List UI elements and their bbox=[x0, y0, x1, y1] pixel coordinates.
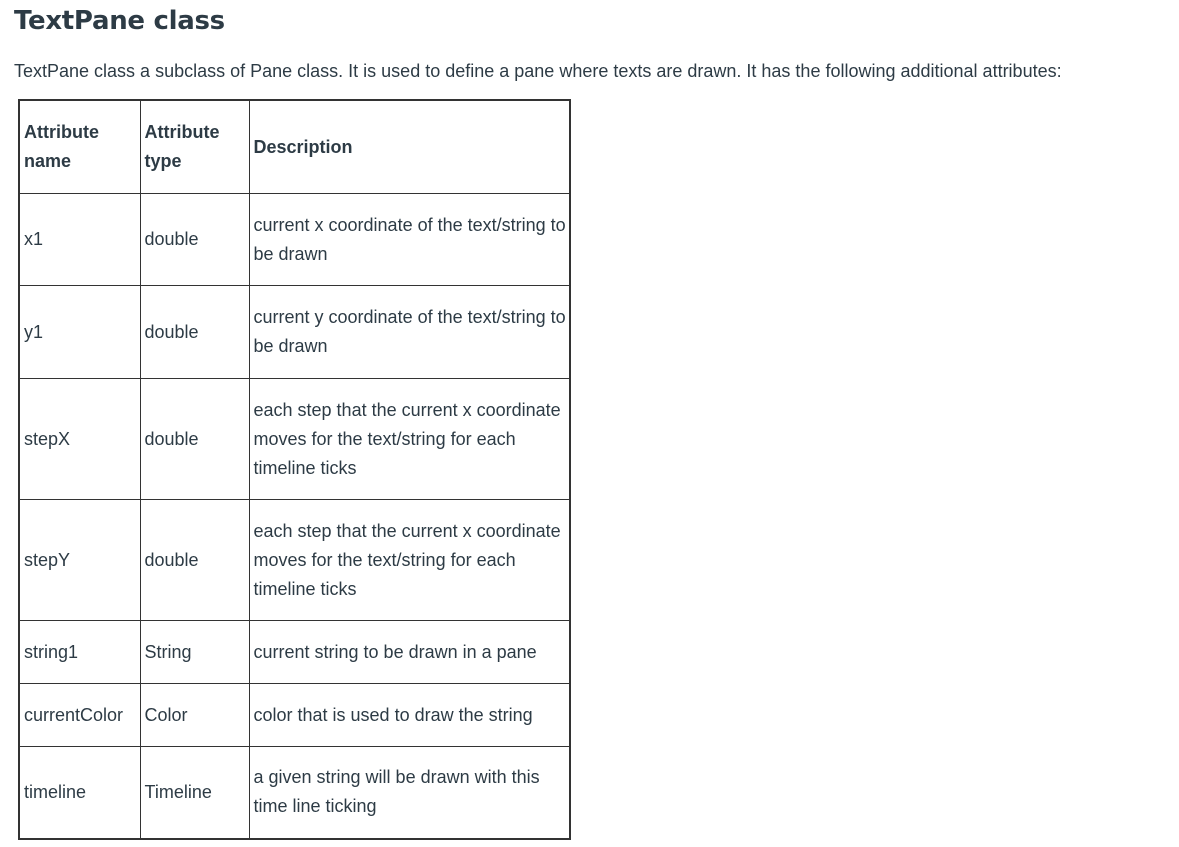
table-row bbox=[19, 194, 570, 286]
cell-description: current x coordinate of the text/string to be drawn bbox=[249, 194, 570, 286]
cell-attribute-name: timeline bbox=[19, 747, 140, 839]
table-row bbox=[19, 684, 570, 747]
cell-attribute-type: String bbox=[140, 621, 249, 684]
cell-attribute-name: y1 bbox=[19, 286, 140, 379]
cell-description: each step that the current x coordinate moves for the text/string for each timeline ticks bbox=[249, 500, 570, 621]
cell-attribute-type: double bbox=[140, 379, 249, 500]
cell-attribute-name: stepY bbox=[19, 500, 140, 621]
header-attribute-name: Attribute name bbox=[19, 100, 140, 194]
table-row bbox=[19, 500, 570, 621]
page-title: TextPane class bbox=[14, 6, 225, 36]
cell-attribute-name: x1 bbox=[19, 194, 140, 286]
cell-attribute-name: currentColor bbox=[19, 684, 140, 747]
attributes-table bbox=[18, 99, 571, 840]
cell-attribute-type: Timeline bbox=[140, 747, 249, 839]
table-row bbox=[19, 621, 570, 684]
cell-description: current string to be drawn in a pane bbox=[249, 621, 570, 684]
cell-attribute-name: stepX bbox=[19, 379, 140, 500]
table-row bbox=[19, 747, 570, 839]
cell-attribute-type: double bbox=[140, 500, 249, 621]
table-row bbox=[19, 379, 570, 500]
header-description: Description bbox=[249, 100, 570, 194]
cell-attribute-name: string1 bbox=[19, 621, 140, 684]
cell-description: color that is used to draw the string bbox=[249, 684, 570, 747]
cell-description: current y coordinate of the text/string to be drawn bbox=[249, 286, 570, 379]
intro-paragraph: TextPane class a subclass of Pane class. It is used to define a pane where texts are drawn. It has the following additional attributes: bbox=[14, 61, 1062, 81]
header-attribute-type: Attribute type bbox=[140, 100, 249, 194]
table-row bbox=[19, 286, 570, 379]
cell-description: a given string will be drawn with this time line ticking bbox=[249, 747, 570, 839]
cell-attribute-type: double bbox=[140, 194, 249, 286]
cell-description: each step that the current x coordinate moves for the text/string for each timeline ticks bbox=[249, 379, 570, 500]
cell-attribute-type: double bbox=[140, 286, 249, 379]
table-header-row bbox=[19, 100, 570, 194]
cell-attribute-type: Color bbox=[140, 684, 249, 747]
